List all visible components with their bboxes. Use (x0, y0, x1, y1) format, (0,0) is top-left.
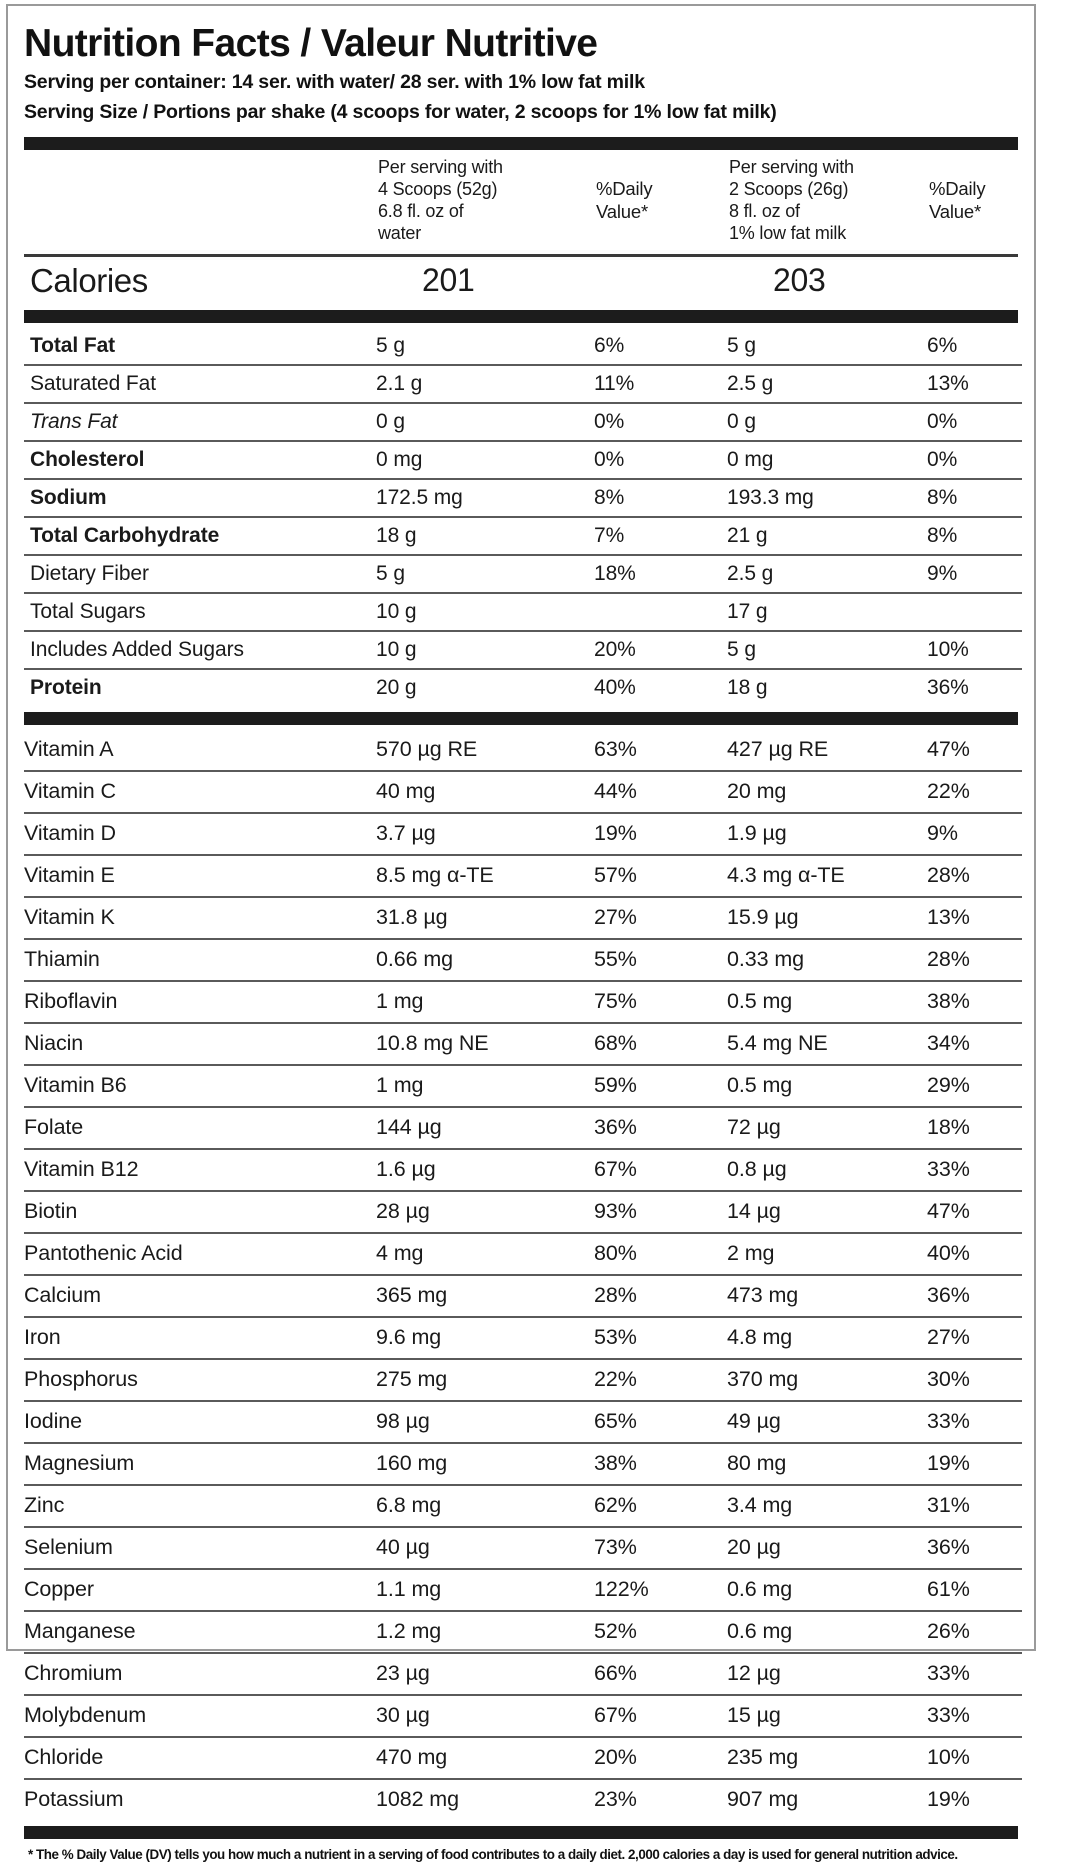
daily-value-milk: 31% (927, 1493, 970, 1518)
value-milk: 4.8 mg (727, 1325, 793, 1350)
table-row (24, 328, 1022, 364)
value-milk: 12 µg (727, 1661, 781, 1686)
table-row (24, 1780, 1022, 1820)
value-water: 40 mg (376, 779, 436, 804)
daily-value-milk (927, 594, 1022, 630)
column-header-row (24, 150, 1022, 254)
daily-value-water: 62% (594, 1493, 637, 1518)
daily-value-water: 67% (594, 1157, 637, 1182)
value-milk: 193.3 mg (727, 485, 814, 509)
daily-value-milk: 9% (927, 821, 958, 846)
serving-size: Serving Size / Portions par shake (4 scoops for water, 2 scoops for 1% low fat milk) (24, 100, 777, 123)
nutrient-name: Phosphorus (24, 1367, 138, 1392)
value-milk: 17 g (727, 599, 768, 623)
calories-value-water: 201 (422, 262, 475, 299)
value-water: 4 mg (376, 1241, 424, 1266)
daily-value-water: 75% (594, 989, 637, 1014)
daily-value-milk: 18% (927, 1115, 970, 1140)
value-water: 6.8 mg (376, 1493, 442, 1518)
table-row (24, 1318, 1022, 1358)
value-water: 5 g (376, 561, 405, 585)
footnote-divider (24, 1826, 1018, 1839)
value-milk: 0.6 mg (727, 1577, 793, 1602)
daily-value-water: 19% (594, 821, 637, 846)
daily-value-water: 27% (594, 905, 637, 930)
table-row (24, 1528, 1022, 1568)
value-water: 570 µg RE (376, 737, 478, 762)
value-water: 144 µg (376, 1115, 442, 1140)
table-row (24, 632, 1022, 668)
table-row (24, 1696, 1022, 1736)
value-water: 2.1 g (376, 371, 423, 395)
daily-value-water: 18% (594, 561, 636, 585)
daily-value-water: 63% (594, 737, 637, 762)
value-water: 1.2 mg (376, 1619, 442, 1644)
daily-value-water: 20% (594, 1745, 637, 1770)
table-row (24, 856, 1022, 896)
daily-value-milk: 27% (927, 1325, 970, 1350)
dv2-line1: %Daily (929, 178, 986, 200)
daily-value-water: 65% (594, 1409, 637, 1434)
value-water: 40 µg (376, 1535, 430, 1560)
daily-value-water: 36% (594, 1115, 637, 1140)
daily-value-water: 53% (594, 1325, 637, 1350)
value-water: 1 mg (376, 1073, 424, 1098)
daily-value-water: 0% (594, 447, 625, 471)
value-water: 10.8 mg NE (376, 1031, 489, 1056)
nutrient-name: Vitamin C (24, 779, 116, 804)
value-milk: 473 mg (727, 1283, 799, 1308)
macronutrients-table (24, 328, 1022, 706)
daily-value-water: 122% (594, 1577, 649, 1602)
daily-value-milk: 10% (927, 1745, 970, 1770)
col1-line3: 6.8 fl. oz of (378, 200, 464, 221)
dv1-line2: Value* (596, 200, 648, 222)
value-milk: 72 µg (727, 1115, 781, 1140)
value-milk: 3.4 mg (727, 1493, 793, 1518)
col1-line4: water (378, 222, 422, 243)
nutrition-table (24, 150, 1022, 254)
col1-line1: Per serving with (378, 156, 503, 177)
daily-value-milk: 19% (927, 1787, 970, 1812)
daily-value-milk: 22% (927, 779, 970, 804)
value-water: 98 µg (376, 1409, 430, 1434)
nutrient-name: Potassium (24, 1787, 124, 1812)
nutrient-name: Copper (24, 1577, 94, 1602)
daily-value-milk: 30% (927, 1367, 970, 1392)
nutrient-name: Includes Added Sugars (30, 637, 244, 661)
table-row (24, 594, 1022, 630)
daily-value-milk: 28% (927, 863, 970, 888)
daily-value-water: 38% (594, 1451, 637, 1476)
nutrient-name: Chromium (24, 1661, 123, 1686)
daily-value-milk: 0% (927, 409, 958, 433)
value-water: 1.6 µg (376, 1157, 436, 1182)
table-row (24, 940, 1022, 980)
micronutrients-table (24, 730, 1022, 1820)
daily-value-milk: 36% (927, 1535, 970, 1560)
daily-value-water: 8% (594, 485, 625, 509)
value-milk: 370 mg (727, 1367, 799, 1392)
column-header-dv-water (594, 150, 727, 254)
table-row (24, 1738, 1022, 1778)
daily-value-milk: 13% (927, 905, 970, 930)
daily-value-water: 66% (594, 1661, 637, 1686)
nutrient-name: Total Sugars (30, 599, 146, 623)
daily-value-water: 93% (594, 1199, 637, 1224)
table-row (24, 1192, 1022, 1232)
daily-value-water: 59% (594, 1073, 637, 1098)
col2-line4: 1% low fat milk (729, 222, 847, 243)
table-row (24, 1486, 1022, 1526)
nutrient-name: Thiamin (24, 947, 100, 972)
value-milk: 5 g (727, 333, 756, 357)
table-row (24, 366, 1022, 402)
col2-line2: 2 Scoops (26g) (729, 178, 849, 199)
nutrient-name: Vitamin K (24, 905, 115, 930)
daily-value-water: 44% (594, 779, 637, 804)
table-row (24, 1360, 1022, 1400)
table-row (24, 730, 1022, 770)
daily-value-water: 7% (594, 523, 625, 547)
value-milk: 49 µg (727, 1409, 781, 1434)
daily-value-milk: 61% (927, 1577, 970, 1602)
nutrient-name: Zinc (24, 1493, 65, 1518)
daily-value-milk: 34% (927, 1031, 970, 1056)
value-milk: 5 g (727, 637, 756, 661)
calories-value-milk: 203 (773, 262, 826, 299)
value-water: 23 µg (376, 1661, 430, 1686)
label-header (24, 24, 1018, 125)
nutrient-name: Vitamin A (24, 737, 114, 762)
daily-value-water: 57% (594, 863, 637, 888)
value-milk: 427 µg RE (727, 737, 829, 762)
micronutrients-body (24, 730, 1022, 1820)
value-water: 275 mg (376, 1367, 448, 1392)
daily-value-milk: 40% (927, 1241, 970, 1266)
nutrient-name: Vitamin B6 (24, 1073, 127, 1098)
nutrient-name: Dietary Fiber (30, 561, 149, 585)
calories-table (24, 257, 1022, 304)
nutrient-name: Riboflavin (24, 989, 118, 1014)
daily-value-water: 23% (594, 1787, 637, 1812)
value-water: 0 mg (376, 447, 423, 471)
nutrient-name: Vitamin D (24, 821, 116, 846)
table-row (24, 670, 1022, 706)
value-milk: 0.5 mg (727, 989, 793, 1014)
value-water: 0 g (376, 409, 405, 433)
table-row (24, 1612, 1022, 1652)
value-water: 470 mg (376, 1745, 448, 1770)
value-milk: 1.9 µg (727, 821, 787, 846)
table-row (24, 1444, 1022, 1484)
daily-value-milk: 33% (927, 1157, 970, 1182)
value-milk: 20 mg (727, 779, 787, 804)
page-title: Nutrition Facts / Valeur Nutritive (24, 22, 598, 65)
table-row (24, 518, 1022, 554)
value-water: 1082 mg (376, 1787, 459, 1812)
value-milk: 235 mg (727, 1745, 799, 1770)
table-row (24, 1276, 1022, 1316)
nutrient-name: Trans Fat (30, 409, 118, 433)
daily-value-milk: 19% (927, 1451, 970, 1476)
value-water: 30 µg (376, 1703, 430, 1728)
daily-value-water: 55% (594, 947, 637, 972)
nutrient-name: Biotin (24, 1199, 78, 1224)
daily-value-water: 80% (594, 1241, 637, 1266)
header-divider-thick (24, 137, 1018, 150)
nutrient-name: Protein (30, 675, 102, 699)
value-water: 28 µg (376, 1199, 430, 1224)
daily-value-milk: 0% (927, 447, 958, 471)
table-header (24, 150, 1022, 254)
calories-label: Calories (30, 261, 148, 299)
value-milk: 0.5 mg (727, 1073, 793, 1098)
table-row (24, 556, 1022, 592)
daily-value-water: 22% (594, 1367, 637, 1392)
daily-value-water: 28% (594, 1283, 637, 1308)
daily-value-milk: 8% (927, 485, 958, 509)
daily-value-water: 68% (594, 1031, 637, 1056)
nutrient-name: Magnesium (24, 1451, 135, 1476)
table-row (24, 982, 1022, 1022)
nutrition-facts-panel (6, 4, 1036, 1862)
value-water: 18 g (376, 523, 417, 547)
table-row (24, 772, 1022, 812)
table-row (24, 814, 1022, 854)
col2-line1: Per serving with (729, 156, 854, 177)
daily-value-water: 40% (594, 675, 636, 699)
table-row (24, 1066, 1022, 1106)
column-header-nutrient (24, 150, 376, 254)
table-row (24, 442, 1022, 478)
nutrient-name: Calcium (24, 1283, 101, 1308)
nutrient-name: Vitamin E (24, 863, 115, 888)
value-water: 10 g (376, 599, 417, 623)
value-milk: 2 mg (727, 1241, 775, 1266)
daily-value-milk: 33% (927, 1661, 970, 1686)
daily-value-milk: 13% (927, 371, 969, 395)
value-water: 20 g (376, 675, 417, 699)
nutrient-name: Iodine (24, 1409, 82, 1434)
daily-value-water: 0% (594, 409, 625, 433)
value-water: 31.8 µg (376, 905, 448, 930)
dv2-line2: Value* (929, 200, 981, 222)
daily-value-milk: 29% (927, 1073, 970, 1098)
table-row (24, 898, 1022, 938)
table-row (24, 1150, 1022, 1190)
calories-dv-milk (927, 257, 1022, 304)
table-row (24, 1024, 1022, 1064)
value-milk: 21 g (727, 523, 768, 547)
nutrient-name: Iron (24, 1325, 61, 1350)
daily-value-milk: 47% (927, 1199, 970, 1224)
calories-row (24, 257, 1022, 304)
nutrient-name: Chloride (24, 1745, 104, 1770)
value-milk: 15.9 µg (727, 905, 799, 930)
value-water: 0.66 mg (376, 947, 453, 972)
nutrient-name: Pantothenic Acid (24, 1241, 183, 1266)
value-water: 160 mg (376, 1451, 448, 1476)
column-header-serving-milk (727, 150, 927, 254)
table-row (24, 480, 1022, 516)
value-water: 365 mg (376, 1283, 448, 1308)
value-milk: 5.4 mg NE (727, 1031, 828, 1056)
daily-value-milk: 9% (927, 561, 958, 585)
column-header-dv-milk (927, 150, 1022, 254)
table-row (24, 1654, 1022, 1694)
value-milk: 20 µg (727, 1535, 781, 1560)
value-milk: 2.5 g (727, 561, 774, 585)
value-milk: 0.8 µg (727, 1157, 787, 1182)
value-water: 172.5 mg (376, 485, 463, 509)
nutrient-name: Sodium (30, 485, 107, 509)
value-water: 10 g (376, 637, 417, 661)
nutrient-name: Total Carbohydrate (30, 523, 220, 547)
daily-value-water: 11% (594, 371, 635, 395)
daily-value-footnote: * The % Daily Value (DV) tells you how much a nutrient in a serving of food contributes to a daily diet. 2,000 calories a day is used for general nutrition advice. (28, 1846, 958, 1862)
daily-value-milk: 33% (927, 1703, 970, 1728)
nutrient-name: Vitamin B12 (24, 1157, 139, 1182)
daily-value-milk: 36% (927, 1283, 970, 1308)
value-milk: 0 mg (727, 447, 774, 471)
col1-line2: 4 Scoops (52g) (378, 178, 498, 199)
nutrient-name: Selenium (24, 1535, 113, 1560)
table-row (24, 404, 1022, 440)
nutrient-name: Total Fat (30, 333, 116, 357)
calories-divider-bottom (24, 310, 1018, 323)
value-water: 9.6 mg (376, 1325, 442, 1350)
daily-value-milk: 8% (927, 523, 958, 547)
nutrient-name: Molybdenum (24, 1703, 147, 1728)
value-water: 5 g (376, 333, 405, 357)
daily-value-water: 20% (594, 637, 636, 661)
calories-dv-water (594, 257, 727, 304)
nutrient-name: Folate (24, 1115, 84, 1140)
value-milk: 907 mg (727, 1787, 799, 1812)
value-milk: 0.33 mg (727, 947, 804, 972)
daily-value-water: 6% (594, 333, 625, 357)
daily-value-water: 67% (594, 1703, 637, 1728)
value-milk: 2.5 g (727, 371, 774, 395)
value-water: 1 mg (376, 989, 424, 1014)
col2-line3: 8 fl. oz of (729, 200, 800, 221)
micronutrients-divider (24, 712, 1018, 725)
value-milk: 0.6 mg (727, 1619, 793, 1644)
daily-value-milk: 47% (927, 737, 970, 762)
value-milk: 4.3 mg α-TE (727, 863, 845, 888)
column-header-serving-water (376, 150, 594, 254)
daily-value-milk: 36% (927, 675, 969, 699)
nutrient-name: Cholesterol (30, 447, 145, 471)
value-milk: 14 µg (727, 1199, 781, 1224)
table-row (24, 1234, 1022, 1274)
daily-value-water (594, 594, 727, 630)
value-milk: 80 mg (727, 1451, 787, 1476)
value-water: 8.5 mg α-TE (376, 863, 494, 888)
nutrient-name: Saturated Fat (30, 371, 156, 395)
nutrient-name: Niacin (24, 1031, 84, 1056)
daily-value-milk: 10% (927, 637, 969, 661)
dv1-line1: %Daily (596, 178, 653, 200)
table-row (24, 1570, 1022, 1610)
daily-value-water: 52% (594, 1619, 637, 1644)
table-row (24, 1402, 1022, 1442)
daily-value-milk: 38% (927, 989, 970, 1014)
value-water: 3.7 µg (376, 821, 436, 846)
daily-value-water: 73% (594, 1535, 637, 1560)
value-milk: 18 g (727, 675, 768, 699)
daily-value-milk: 26% (927, 1619, 970, 1644)
daily-value-milk: 6% (927, 333, 958, 357)
servings-per-container: Serving per container: 14 ser. with water/ 28 ser. with 1% low fat milk (24, 70, 645, 93)
nutrient-name: Manganese (24, 1619, 136, 1644)
value-milk: 0 g (727, 409, 756, 433)
table-row (24, 1108, 1022, 1148)
value-milk: 15 µg (727, 1703, 781, 1728)
daily-value-milk: 28% (927, 947, 970, 972)
macronutrients-body (24, 328, 1022, 706)
value-water: 1.1 mg (376, 1577, 442, 1602)
daily-value-milk: 33% (927, 1409, 970, 1434)
